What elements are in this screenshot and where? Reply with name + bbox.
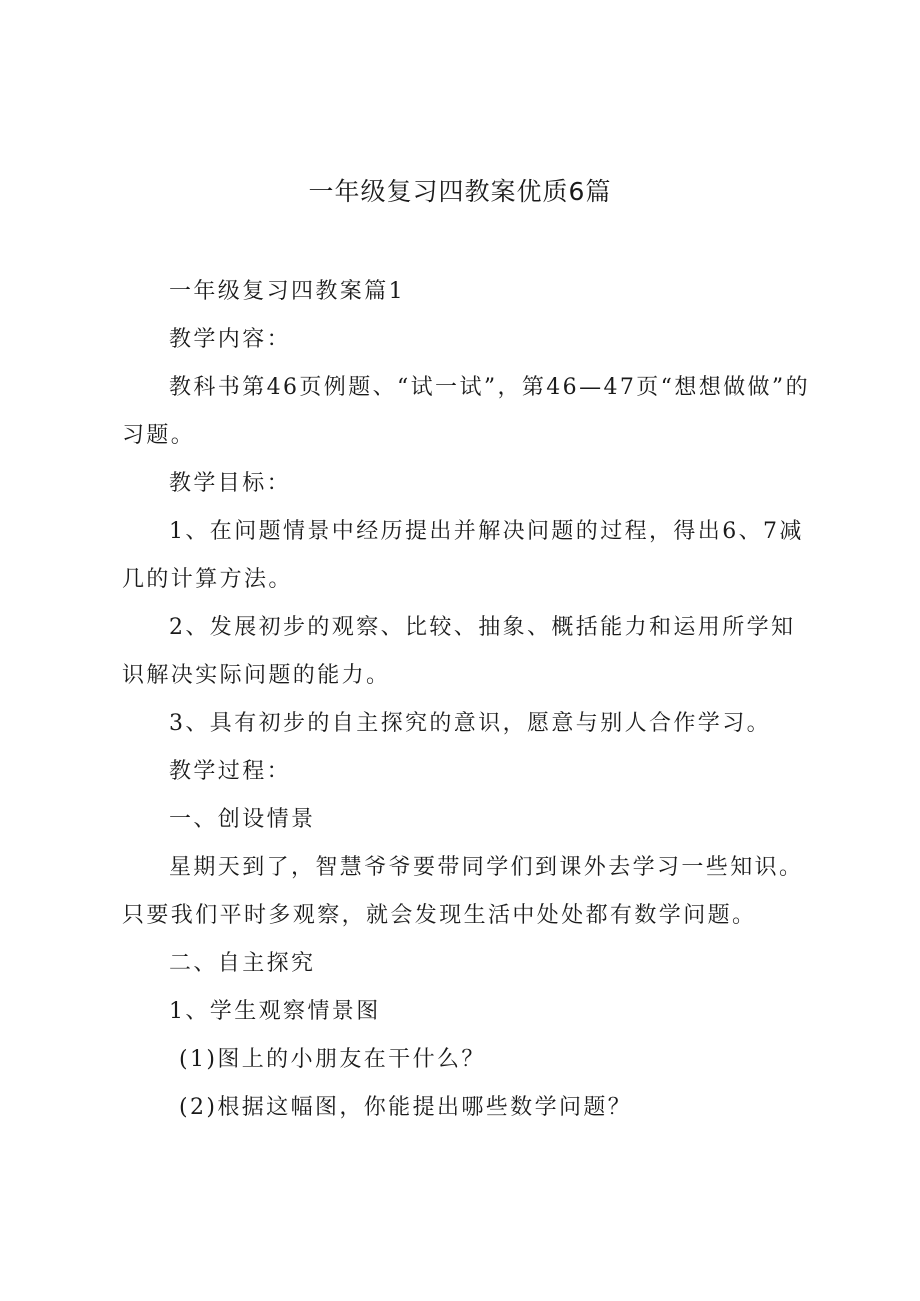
paragraph-scenario: 星期天到了，智慧爷爷要带同学们到课外去学习一些知识。只要我们平时多观察，就会发现生活中处处都有数学问题。 <box>122 855 804 928</box>
process-heading-1: 一、创设情景 <box>169 807 316 832</box>
goal-item-1: 1、在问题情景中经历提出并解决问题的过程，得出6、7减几的计算方法。 <box>122 519 804 592</box>
paragraph-teaching-content: 教科书第46页例题、“试一试”，第46—47页“想想做做”的习题。 <box>122 375 810 448</box>
process-heading-2: 二、自主探究 <box>169 951 316 976</box>
label-teaching-content: 教学内容： <box>169 327 292 352</box>
section-heading-lesson-1: 一年级复习四教案篇1 <box>169 279 405 304</box>
document-body <box>122 268 812 1132</box>
document-title: 一年级复习四教案优质6篇 <box>308 177 612 206</box>
process-step-1: 1、学生观察情景图 <box>169 999 381 1024</box>
question-1: (1)图上的小朋友在干什么？ <box>179 1047 486 1072</box>
label-teaching-goals: 教学目标： <box>169 471 292 496</box>
goal-item-3: 3、具有初步的自主探究的意识，愿意与别人合作学习。 <box>169 711 771 736</box>
question-2: (2)根据这幅图，你能提出哪些数学问题？ <box>179 1095 633 1120</box>
goal-item-2: 2、发展初步的观察、比较、抽象、概括能力和运用所学知识解决实际问题的能力。 <box>122 615 796 688</box>
label-teaching-process: 教学过程： <box>169 759 292 784</box>
